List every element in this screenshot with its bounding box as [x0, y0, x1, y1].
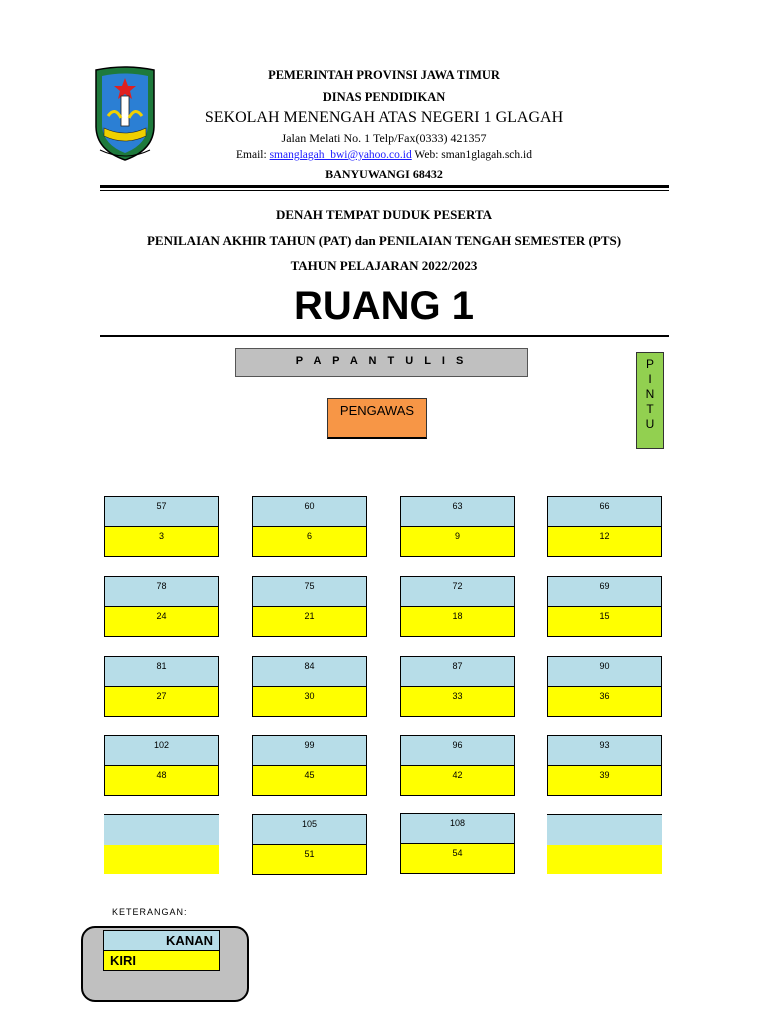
- desk: [104, 496, 219, 557]
- seat-right: 96: [400, 735, 515, 765]
- province-name: PEMERINTAH PROVINSI JAWA TIMUR: [268, 68, 500, 82]
- city-postal: BANYUWANGI 68432: [325, 167, 443, 181]
- seat-right: [547, 814, 662, 845]
- seat-right: 93: [547, 735, 662, 765]
- seat-right: 99: [252, 735, 367, 765]
- desk: [400, 813, 515, 874]
- desk: [400, 496, 515, 557]
- seat-right: 60: [252, 496, 367, 526]
- seat-left: [547, 845, 662, 874]
- seat-left: 21: [252, 606, 367, 637]
- supervisor-desk: PENGAWAS: [327, 398, 427, 439]
- seat-right: 72: [400, 576, 515, 606]
- desk: [547, 496, 662, 557]
- door-letter: U: [645, 417, 655, 431]
- desk: [547, 735, 662, 796]
- seat-left: 3: [104, 526, 219, 557]
- seat-left: 27: [104, 686, 219, 717]
- seat-right: 87: [400, 656, 515, 686]
- contact-line: [0, 149, 768, 161]
- seat-right: 84: [252, 656, 367, 686]
- seat-left: 33: [400, 686, 515, 717]
- seat-left: 24: [104, 606, 219, 637]
- door-letter: N: [645, 387, 655, 401]
- seat-left: 42: [400, 765, 515, 796]
- desk: [547, 656, 662, 717]
- seat-right: 108: [400, 813, 515, 843]
- document-title: DENAH TEMPAT DUDUK PESERTA: [275, 207, 493, 222]
- seat-right: 69: [547, 576, 662, 606]
- seat-right: 66: [547, 496, 662, 526]
- school-name: SEKOLAH MENENGAH ATAS NEGERI 1 GLAGAH: [204, 109, 564, 126]
- desk-empty: [547, 814, 662, 874]
- seat-right: 57: [104, 496, 219, 526]
- desk: [400, 735, 515, 796]
- email-label: Email:: [236, 149, 267, 161]
- seat-right: [104, 814, 219, 845]
- seat-left: 48: [104, 765, 219, 796]
- seat-left: [104, 845, 219, 874]
- door-letter: I: [648, 372, 652, 386]
- seat-left: 36: [547, 686, 662, 717]
- seat-left: 6: [252, 526, 367, 557]
- whiteboard: P A P A N T U L I S: [235, 348, 528, 377]
- seat-left: 30: [252, 686, 367, 717]
- legend-title: KETERANGAN:: [112, 907, 188, 917]
- exam-title: PENILAIAN AKHIR TAHUN (PAT) dan PENILAIAN TENGAH SEMESTER (PTS): [146, 233, 622, 248]
- desk: [252, 496, 367, 557]
- seat-left: 18: [400, 606, 515, 637]
- door-letter: T: [646, 402, 654, 416]
- seat-right: 63: [400, 496, 515, 526]
- seat-left: 12: [547, 526, 662, 557]
- door: [636, 352, 664, 449]
- legend-left-label: KIRI: [110, 953, 136, 968]
- room-divider: [100, 335, 669, 337]
- seat-left: 9: [400, 526, 515, 557]
- desk: [547, 576, 662, 637]
- web-label: Web:: [414, 149, 439, 161]
- desk: [252, 576, 367, 637]
- seat-right: 102: [104, 735, 219, 765]
- desk: [104, 735, 219, 796]
- seat-right: 105: [252, 814, 367, 844]
- seat-right: 90: [547, 656, 662, 686]
- seat-left: 39: [547, 765, 662, 796]
- room-heading: RUANG 1: [293, 284, 475, 328]
- seat-right: 75: [252, 576, 367, 606]
- legend-right-label: KANAN: [166, 933, 213, 948]
- seat-left: 15: [547, 606, 662, 637]
- seat-left: 45: [252, 765, 367, 796]
- desk: [400, 656, 515, 717]
- desk-empty: [104, 814, 219, 874]
- header-divider: [100, 185, 669, 188]
- seat-right: 81: [104, 656, 219, 686]
- door-letter: P: [645, 357, 654, 371]
- desk: [252, 814, 367, 875]
- school-address: Jalan Melati No. 1 Telp/Fax(0333) 421357: [281, 131, 487, 145]
- desk: [104, 656, 219, 717]
- header-divider-thin: [100, 190, 669, 191]
- desk: [252, 656, 367, 717]
- seat-left: 54: [400, 843, 515, 874]
- seat-left: 51: [252, 844, 367, 875]
- email-link[interactable]: smanglagah_bwi@yahoo.co.id: [269, 149, 412, 161]
- website-text: sman1glagah.sch.id: [441, 149, 532, 161]
- desk: [104, 576, 219, 637]
- desk: [252, 735, 367, 796]
- seat-right: 78: [104, 576, 219, 606]
- department-name: DINAS PENDIDIKAN: [322, 90, 446, 104]
- academic-year: TAHUN PELAJARAN 2022/2023: [290, 258, 478, 273]
- desk: [400, 576, 515, 637]
- legend-right-seat: [103, 930, 220, 951]
- legend-left-seat: [103, 950, 220, 971]
